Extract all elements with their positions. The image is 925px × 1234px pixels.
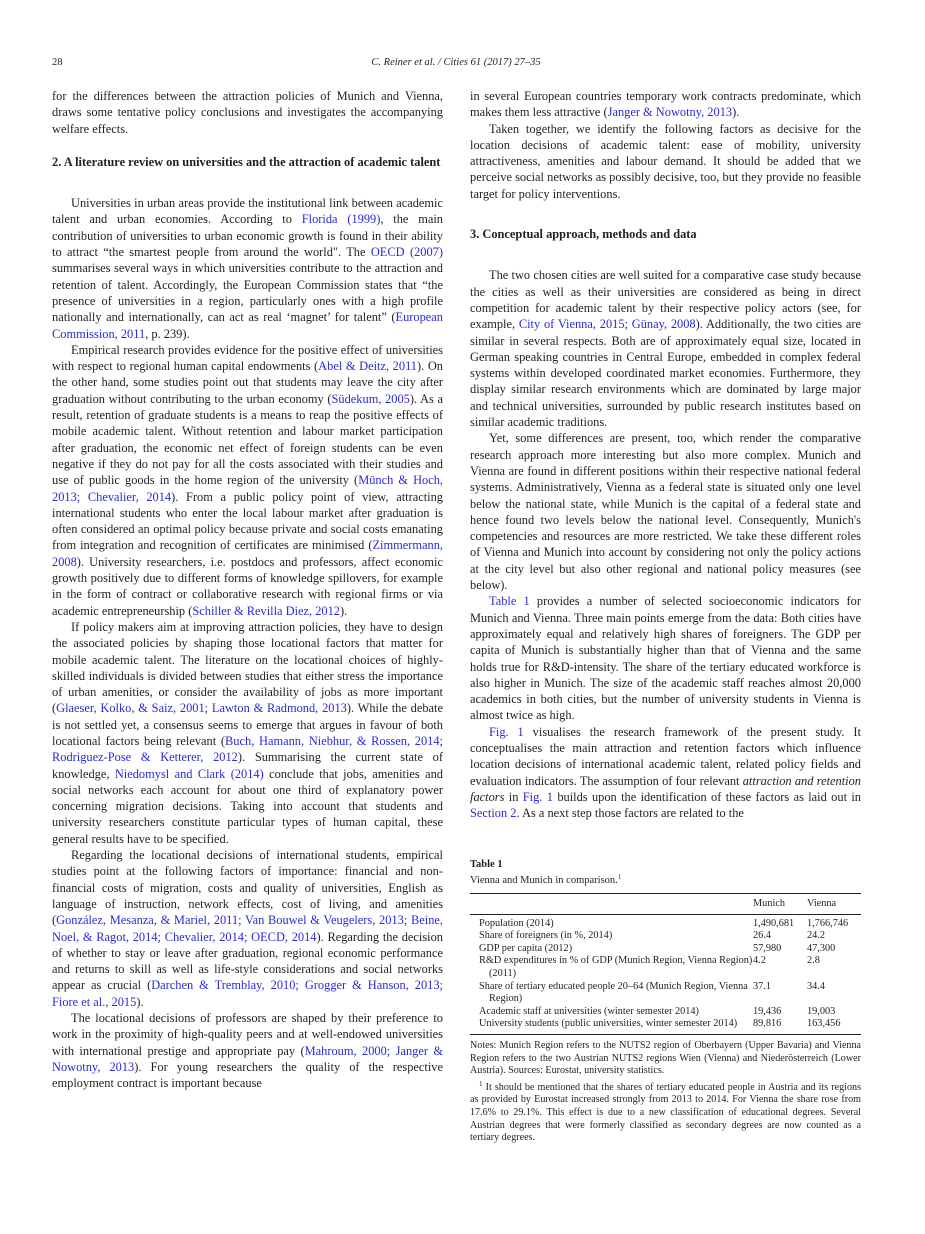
paragraph: in several European countries temporary work contracts predominate, which makes them less attractive (Janger & Nowotny, 2013). xyxy=(470,89,861,120)
table-caption: Vienna and Munich in comparison.$^1$ xyxy=(470,873,622,886)
table-row: University students (public universities, winter semester 2014) 89,816 163,456 xyxy=(479,1018,841,1030)
page-number: 28 xyxy=(52,57,63,68)
table-row: Share of foreigners (in %, 2014) 26.4 24.2 xyxy=(479,930,826,942)
paragraph: The two chosen cities are well suited for a comparative case study because the cities as well as their universities are considered as being in direct competition for academic talent by their respective policy actors (see, for example, City of Vienna, 2015; Günay, 2008). Additionally, the two cities are similar in several respects. Both are of approximately equal size, located in German speaking countries in Central Europe, embedded in complex federal systems within developed coordinated market economies. Furthermore, they display similar research environments which are dominated by large major and technical universities, surrounded by public research institutes based on similar academic traditions. xyxy=(470,268,861,430)
citation-link[interactable]: OECD (2007) xyxy=(370,245,443,260)
section-heading-2: 2. A literature review on universities and the attraction of academic talent xyxy=(52,154,441,169)
citation-link[interactable]: Südekum, 2005 xyxy=(331,391,410,406)
table-1 xyxy=(470,858,861,1145)
table-row: Share of tertiary educated people 20–64 (Munich Region, Vienna Region) 37.1 34.4 xyxy=(479,980,826,1005)
left-column xyxy=(52,88,443,1092)
column-header-label xyxy=(470,894,753,915)
paragraph: Yet, some differences are present, too, which render the comparative research approach more interesting but also more complex. Munich and Vienna are found in different positions within their respective national federal systems. Administratively, Vienna as a federal state is situated only one level below the national state, while Munich is the capital of a federal state and hence found two levels below the national level. Consequently, Munich's competencies and resources are more restricted. We take these different roles of Vienna and Munich into account by considering not only the policy actions at the city level but also other regional and national policy measures (see below). xyxy=(470,431,861,593)
section-link[interactable]: Section 2 xyxy=(470,806,517,821)
citation-link[interactable]: Darchen & Tremblay, 2010; Grogger & Hanson, 2013; Fiore et al., 2015 xyxy=(52,978,443,1009)
table-header-row xyxy=(470,894,861,915)
citation-link[interactable]: Glaeser, Kolko, & Saiz, 2001; Lawton & Radmond, 2013 xyxy=(56,701,347,716)
table-footnote: $^1$ It should be mentioned that the shares of tertiary educated people in Austria and its regions as provided by Eurostat increased strongly from 2013 to 2014. For Vienna the share rose from 17.6% to 29.1%. This effect is due to a new classification of educational degrees. Several Austrian degrees that were formerly classified as secondary degrees are now counted as a tertiary degrees. xyxy=(470,1079,861,1144)
running-head xyxy=(52,57,860,73)
citation-link[interactable]: González, Mesanza, & Mariel, 2011; Van Bouwel & Veugelers, 2013; Beine, Noel, & Ragot, 2014; Chevalier, 2014; OECD, 2014 xyxy=(52,913,443,944)
citation-link[interactable]: City of Vienna, 2015; Günay, 2008 xyxy=(518,317,696,332)
table-label: Table 1 xyxy=(470,859,503,870)
table-link[interactable]: Table 1 xyxy=(489,594,530,609)
citation-link[interactable]: Schiller & Revilla Diez, 2012 xyxy=(192,603,340,618)
paragraph: If policy makers aim at improving attraction policies, they have to design the associated policies by shaping those locational factors that matter for mobile academic talent. The literature on the locational choices of highly-skilled individuals is divided between studies that either stress the importance of urban amenities, or consider the availability of jobs as more important (Glaeser, Kolko, & Saiz, 2001; Lawton & Radmond, 2013). While the debate is not settled yet, a consensus seems to emerge that argues in favour of both locational factors being relevant (Buch, Hamann, Niebhur, & Rossen, 2014; Rodriguez-Pose & Ketterer, 2012). Summarising the current state of knowledge, Niedomysl and Clark (2014) conclude that jobs, amenities and social networks each account for about one third of explanatory power concerning migration decisions. Taking into account that students and university researchers constitute particular types of human capital, these general results have to be specified. xyxy=(52,619,443,846)
figure-link[interactable]: Fig. 1 xyxy=(522,789,553,804)
citation-link[interactable]: Abel & Deitz, 2011 xyxy=(318,359,417,374)
paragraph: for the differences between the attraction policies of Munich and Vienna, draws some tentative policy conclusions and investigates the accompanying welfare effects. xyxy=(52,89,443,136)
paragraph: Fig. 1 visualises the research framework of the present study. It conceptualises the main attraction and retention factors which influence location decisions of international academic talent, related policy fields and evaluation indicators. The assumption of four relevant attraction and retention factors in Fig. 1 builds upon the identification of these factors as laid out in Section 2. As a next step those factors are related to the xyxy=(470,724,862,821)
citation-link[interactable]: Janger & Nowotny, 2013 xyxy=(607,105,733,120)
citation-link[interactable]: Florida (1999) xyxy=(301,212,381,227)
column-header-munich: Munich xyxy=(753,894,807,915)
right-column xyxy=(470,88,861,821)
citation-link[interactable]: Zimmermann, 2008 xyxy=(52,538,443,569)
citation-link[interactable]: Niedomysl and Clark (2014) xyxy=(114,766,264,781)
table-row: Population (2014) 1,490,681 1,766,746 xyxy=(479,917,849,929)
citation-link[interactable]: Buch, Hamann, Niebhur, & Rossen, 2014; Rodriguez-Pose & Ketterer, 2012 xyxy=(52,733,443,765)
column-header-vienna: Vienna xyxy=(807,894,861,915)
table-notes: Notes: Munich Region refers to the NUTS2 region of Oberbayern (Upper Bavaria) and Vienna Region refers to the two Austrian NUTS2 regions Wien (Vienna) and Niederösterreich (Lower Austria). Sources: Eurostat, university statistics. xyxy=(470,1039,861,1077)
figure-link[interactable]: Fig. 1 xyxy=(489,724,524,739)
paragraph: Universities in urban areas provide the institutional link between academic talent and urban economies. According to Florida (1999), the main contribution of universities to urban economic growth is found in their ability to attract “the smartest people from around the world". The OECD (2007) summarises several ways in which universities contribute to the attraction and retention of talent. Accordingly, the European Commission states that “the presence of universities in a region, particularly ones with a high profile nationally and internationally, can act as real ‘magnet’ for talent” (European Commission, 2011, p. 239). xyxy=(52,196,443,341)
table-row: GDP per capita (2012) 57,980 47,300 xyxy=(479,942,836,954)
citation-link[interactable]: Mahroum, 2000; Janger & Nowotny, 2013 xyxy=(52,1043,443,1074)
footnote-mark-link[interactable]: 1 xyxy=(617,873,622,881)
paragraph: Taken together, we identify the following factors as decisive for the location decisions of academic talent: ease of mobility, university attractiveness, amenities and labour demand. It should be added that we perceive social networks as possibly decisive, too, but they provide no feasible target for policy interventions. xyxy=(470,121,861,201)
section-heading-3: 3. Conceptual approach, methods and data xyxy=(470,227,697,242)
journal-reference: C. Reiner et al. / Cities 61 (2017) 27–35 xyxy=(371,57,541,68)
citation-link[interactable]: European Commission, 2011 xyxy=(52,310,443,341)
paragraph: Table 1 provides a number of selected socioeconomic indicators for Munich and Vienna. Three main points emerge from the data: Both cities have approximately equal and relatively high shares of foreigners. The GDP per capita of Munich is substantially higher than that of Vienna and the same holds true for R&D-intensity. The share of the tertiary educated workforce is also higher in Munich. The size of the academic staff reaches almost 20,000 academics in both cities, but the number of university students in Vienna is almost twice as high. xyxy=(470,594,861,723)
table-row: Academic staff at universities (winter semester 2014) 19,436 19,003 xyxy=(479,1005,836,1017)
paragraph: Regarding the locational decisions of international students, empirical studies point at the following factors of importance: financial and non-financial costs of migration, costs and quality of universities, English as language of instruction, network effects, cost of living, and amenities (González, Mesanza, & Mariel, 2011; Van Bouwel & Veugelers, 2013; Beine, Noel, & Ragot, 2014; Chevalier, 2014; OECD, 2014). Regarding the decision of whether to stay or leave after graduation, regional economic performance and returns to skill as well as life-style considerations and social networks appear as crucial (Darchen & Tremblay, 2010; Grogger & Hanson, 2013; Fiore et al., 2015). xyxy=(52,848,443,1009)
comparison-table xyxy=(470,893,861,1035)
citation-link[interactable]: Münch & Hoch, 2013; Chevalier, 2014 xyxy=(52,473,444,504)
paragraph: Empirical research provides evidence for the positive effect of universities with respect to regional human capital endowments (Abel & Deitz, 2011). On the other hand, some studies point out that students may leave the city after graduation without contributing to the urban economy (Südekum, 2005). As a result, retention of graduate students is a means to reap the positive effects of mobile academic talent. Without retention and labour market participation after graduation, the economic net effect of foreign students can be even negative if they do not pay for all the costs associated with their studies and use of public goods in the home region of the university (Münch & Hoch, 2013; Chevalier, 2014). From a public policy point of view, attracting international students who enter the local labour market after graduation is often considered an optimal policy because private and social costs emanating from integration and recognition of certificates are minimised (Zimmermann, 2008). University researchers, i.e. postdocs and professors, affect economic growth positively due to different forms of knowledge spillovers, for example in the form of contract or collaborative research with regional firms or via academic entrepreneurship (Schiller & Revilla Diez, 2012). xyxy=(52,342,444,618)
table-row: R&D expenditures in % of GDP (Munich Region, Vienna Region) (2011) 4.2 2.8 xyxy=(479,955,820,979)
paragraph: The locational decisions of professors are shaped by their preference to work in the proximity of high-quality peers and at well-endowed universities with international prestige and appropriate pay (Mahroum, 2000; Janger & Nowotny, 2013). For young researchers the quality of the respective employment contract is important because xyxy=(52,1011,443,1091)
